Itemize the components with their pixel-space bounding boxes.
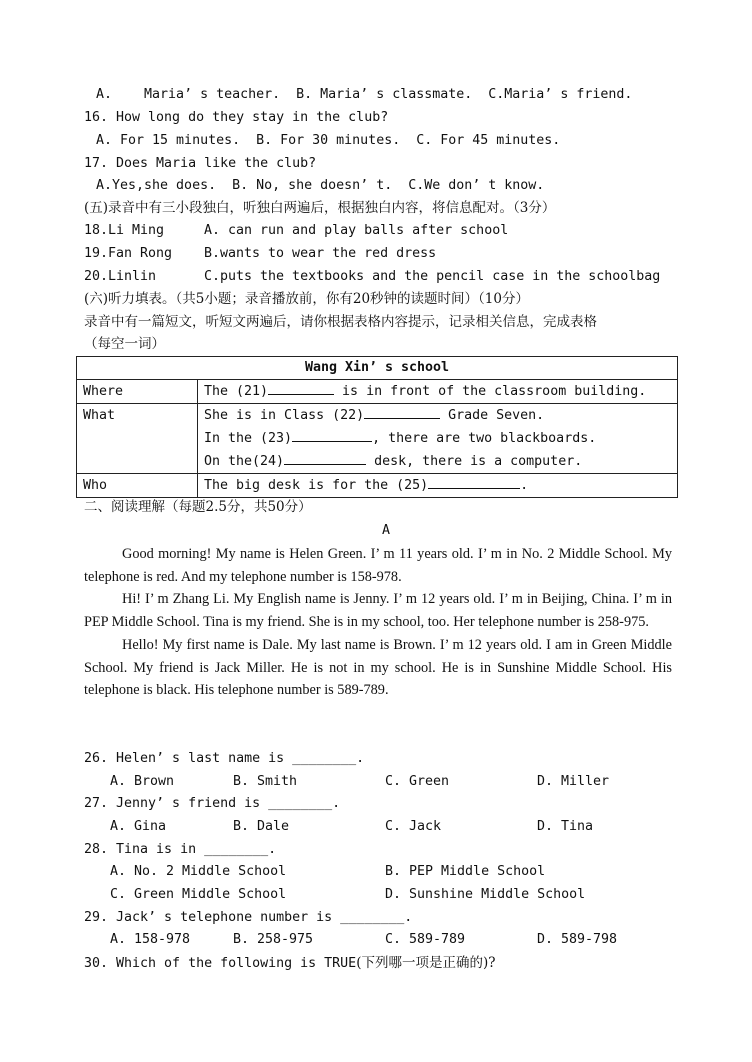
passage-label: A <box>382 523 391 538</box>
row-label-where: Where <box>77 380 198 404</box>
row-what <box>198 404 678 474</box>
q28-option-a[interactable]: A. No. 2 Middle School <box>110 864 287 879</box>
section5-heading: (五)录音中有三小段独白，听独白两遍后，根据独白内容，将信息配对。（3分） <box>84 200 556 216</box>
q26-stem: 26. Helen’ s last name is ________. <box>84 751 365 766</box>
match-right-c: C.puts the textbooks and the pencil case in the schoolbag <box>204 269 661 284</box>
blank-21[interactable] <box>268 380 334 395</box>
what3-post: desk, there is a computer. <box>366 454 583 469</box>
who-post: . <box>520 478 529 493</box>
row-label-what: What <box>77 404 198 474</box>
blank-23[interactable] <box>292 427 372 442</box>
q26-option-b[interactable]: B. Smith <box>233 774 298 789</box>
where-text-post: is in front of the classroom building. <box>334 384 647 399</box>
match-right-b: B.wants to wear the red dress <box>204 246 437 261</box>
passage-paragraph-2: Hi! I’ m Zhang Li. My English name is Jenny. I’ m 12 years old. I’ m in Beijing, China. I’ m in PEP Middle School. Tina is my friend. She is in my school, too. Her telephone number is 258-975. <box>84 591 672 631</box>
q27-option-a[interactable]: A. Gina <box>110 819 167 834</box>
q17-options: A.Yes,she does. B. No, she doesn’ t. C.We don’ t know. <box>96 178 545 193</box>
row-where <box>198 380 678 404</box>
q28-option-b[interactable]: B. PEP Middle School <box>385 864 546 879</box>
what2-pre: In the (23) <box>204 431 293 446</box>
who-pre: The big desk is for the (25) <box>204 478 429 493</box>
section6-instruction: 录音中有一篇短文，听短文两遍后，请你根据表格内容提示，记录相关信息，完成表格 <box>84 314 597 330</box>
passage-a <box>84 543 672 702</box>
q29-option-d[interactable]: D. 589-798 <box>537 932 618 947</box>
q27-option-d[interactable]: D. Tina <box>537 819 594 834</box>
what3-pre: On the(24) <box>204 454 285 469</box>
q27-stem: 27. Jenny’ s friend is ________. <box>84 796 341 811</box>
q26-option-c[interactable]: C. Green <box>385 774 450 789</box>
table-title: Wang Xin’ s school <box>77 357 678 380</box>
what2-post: , there are two blackboards. <box>372 431 597 446</box>
q30-stem-en: 30. Which of the following is TRUE <box>84 956 357 971</box>
blank-24[interactable] <box>284 450 366 465</box>
fill-in-table <box>76 356 678 498</box>
match-left-20: 20.Linlin <box>84 269 157 284</box>
q29-option-b[interactable]: B. 258-975 <box>233 932 314 947</box>
row-who <box>198 474 678 498</box>
blank-22[interactable] <box>364 404 440 419</box>
q28-stem: 28. Tina is in ________. <box>84 842 277 857</box>
q28-option-d[interactable]: D. Sunshine Middle School <box>385 887 586 902</box>
section6-instruction-note: （每空一词） <box>84 336 165 352</box>
q30-stem-cn: (下列哪一项是正确的)? <box>356 955 496 971</box>
row-label-who: Who <box>77 474 198 498</box>
q27-option-b[interactable]: B. Dale <box>233 819 290 834</box>
q29-option-a[interactable]: A. 158-978 <box>110 932 191 947</box>
match-left-19: 19.Fan Rong <box>84 246 173 261</box>
q27-option-c[interactable]: C. Jack <box>385 819 442 834</box>
passage-paragraph-1: Good morning! My name is Helen Green. I’ m 11 years old. I’ m in No. 2 Middle School. My telephone is red. And my telephone number is 158-978. <box>84 546 672 585</box>
passage-paragraph-3: Hello! My first name is Dale. My last name is Brown. I’ m 12 years old. I am in Green Middle School. My friend is Jack Miller. He is not in my school. He is in Sunshine Middle School. His telephone is black. His telephone number is 589-789. <box>84 636 672 699</box>
what1-pre: She is in Class (22) <box>204 408 365 423</box>
q26-option-d[interactable]: D. Miller <box>537 774 610 789</box>
what1-post: Grade Seven. <box>440 408 545 423</box>
q30-stem <box>84 954 495 973</box>
q29-option-c[interactable]: C. 589-789 <box>385 932 466 947</box>
q26-option-a[interactable]: A. Brown <box>110 774 175 789</box>
section6-heading: (六)听力填表。（共5小题；录音播放前，你有20秒钟的读题时间）（10分） <box>84 291 529 307</box>
match-right-a: A. can run and play balls after school <box>204 223 509 238</box>
q16-options: A. For 15 minutes. B. For 30 minutes. C. For 45 minutes. <box>96 133 561 148</box>
blank-25[interactable] <box>428 474 520 489</box>
q17-stem: 17. Does Maria like the club? <box>84 156 317 171</box>
q29-stem: 29. Jack’ s telephone number is ________. <box>84 910 413 925</box>
q15-options: A. Maria’ s teacher. B. Maria’ s classmate. C.Maria’ s friend. <box>96 87 633 102</box>
where-text-pre: The (21) <box>204 384 269 399</box>
part2-heading: 二、阅读理解（每题2.5分，共50分） <box>84 499 312 515</box>
q16-stem: 16. How long do they stay in the club? <box>84 110 389 125</box>
match-left-18: 18.Li Ming <box>84 223 165 238</box>
q28-option-c[interactable]: C. Green Middle School <box>110 887 287 902</box>
